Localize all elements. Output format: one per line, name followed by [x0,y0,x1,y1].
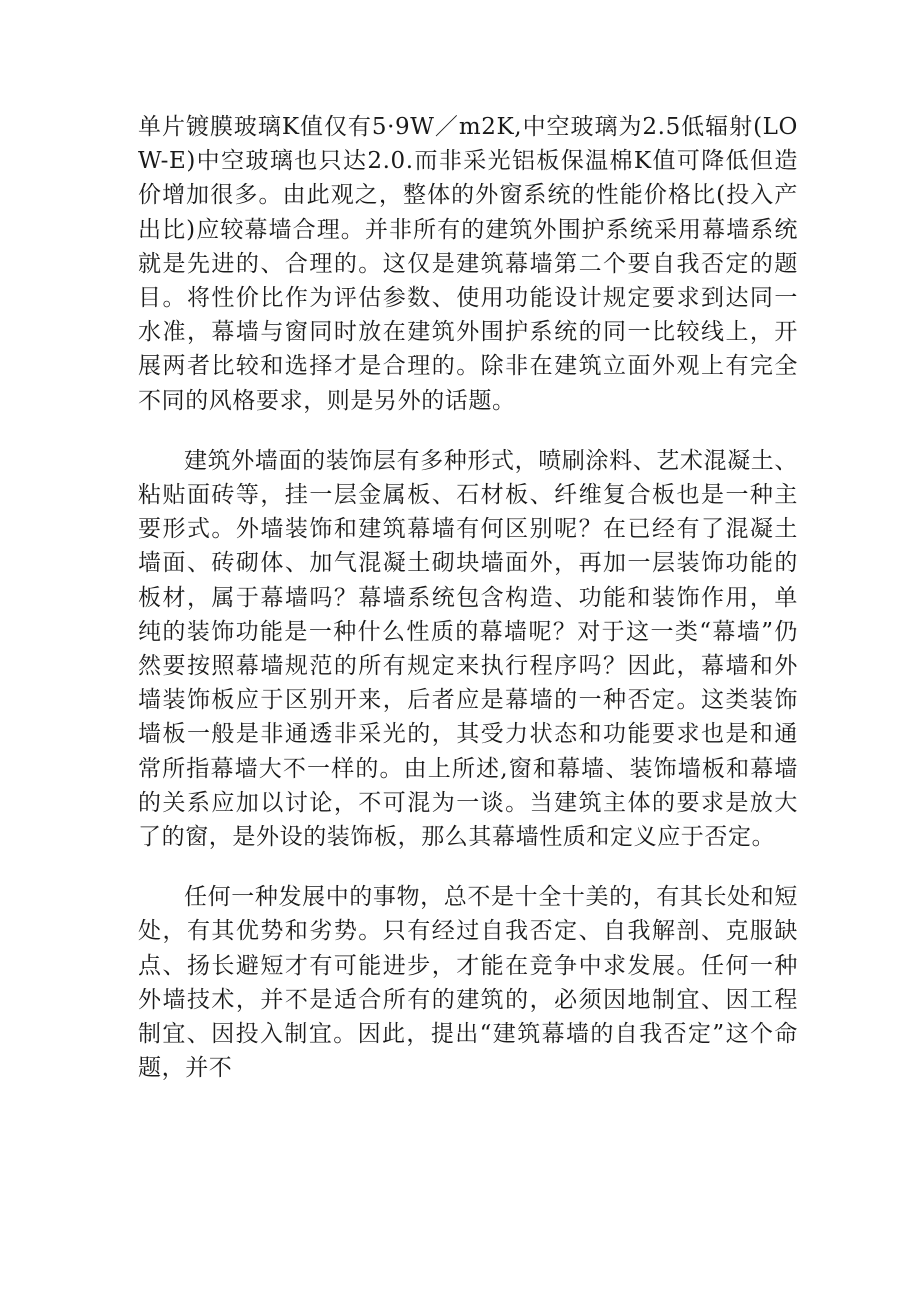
paragraph-window-vs-curtain-wall: 单片镀膜玻璃K值仅有5·9W／m2K,中空玻璃为2.5低辐射(LOW-E)中空玻璃也只达2.0.而非采光铝板保温棉K值可降低但造价增加很多。由此观之，整体的外窗系统的性能价格比(投入产出比)应较幕墙合理。并非所有的建筑外围护系统采用幕墙系统就是先进的、合理的。这仅是建筑幕墙第二个要自我否定的题目。将性价比作为评估参数、使用功能设计规定要求到达同一水准，幕墙与窗同时放在建筑外围护系统的同一比较线上，开展两者比较和选择才是合理的。除非在建筑立面外观上有完全不同的风格要求，则是另外的话题。 [138,114,798,414]
paragraph-exterior-decoration: 建筑外墙面的装饰层有多种形式，喷刷涂料、艺术混凝土、粘贴面砖等，挂一层金属板、石材板、纤维复合板也是一种主要形式。外墙装饰和建筑幕墙有何区别呢？在已经有了混凝土墙面、砖砌体、加气混凝土砌块墙面外，再加一层装饰功能的板材，属于幕墙吗？幕墙系统包含构造、功能和装饰作用，单纯的装饰功能是一种什么性质的幕墙呢？对于这一类“幕墙”仍然要按照幕墙规范的所有规定来执行程序吗？因此，幕墙和外墙装饰板应于区别开来，后者应是幕墙的一种否定。这类装饰墙板一般是非通透非采光的，其受力状态和功能要求也是和通常所指幕墙大不一样的。由上所述,窗和幕墙、装饰墙板和幕墙的关系应加以讨论，不可混为一谈。当建筑主体的要求是放大了的窗，是外设的装饰板，那么其幕墙性质和定义应于否定。 [138,447,798,851]
document-page [138,110,798,1085]
paragraph-self-negation: 任何一种发展中的事物，总不是十全十美的，有其长处和短处，有其优势和劣势。只有经过自我否定、自我解剖、克服缺点、扬长避短才有可能进步，才能在竞争中求发展。任何一种外墙技术，并不是适合所有的建筑的，必须因地制宜、因工程制宜、因投入制宜。因此，提出“建筑幕墙的自我否定”这个命题，并不 [138,884,798,1082]
